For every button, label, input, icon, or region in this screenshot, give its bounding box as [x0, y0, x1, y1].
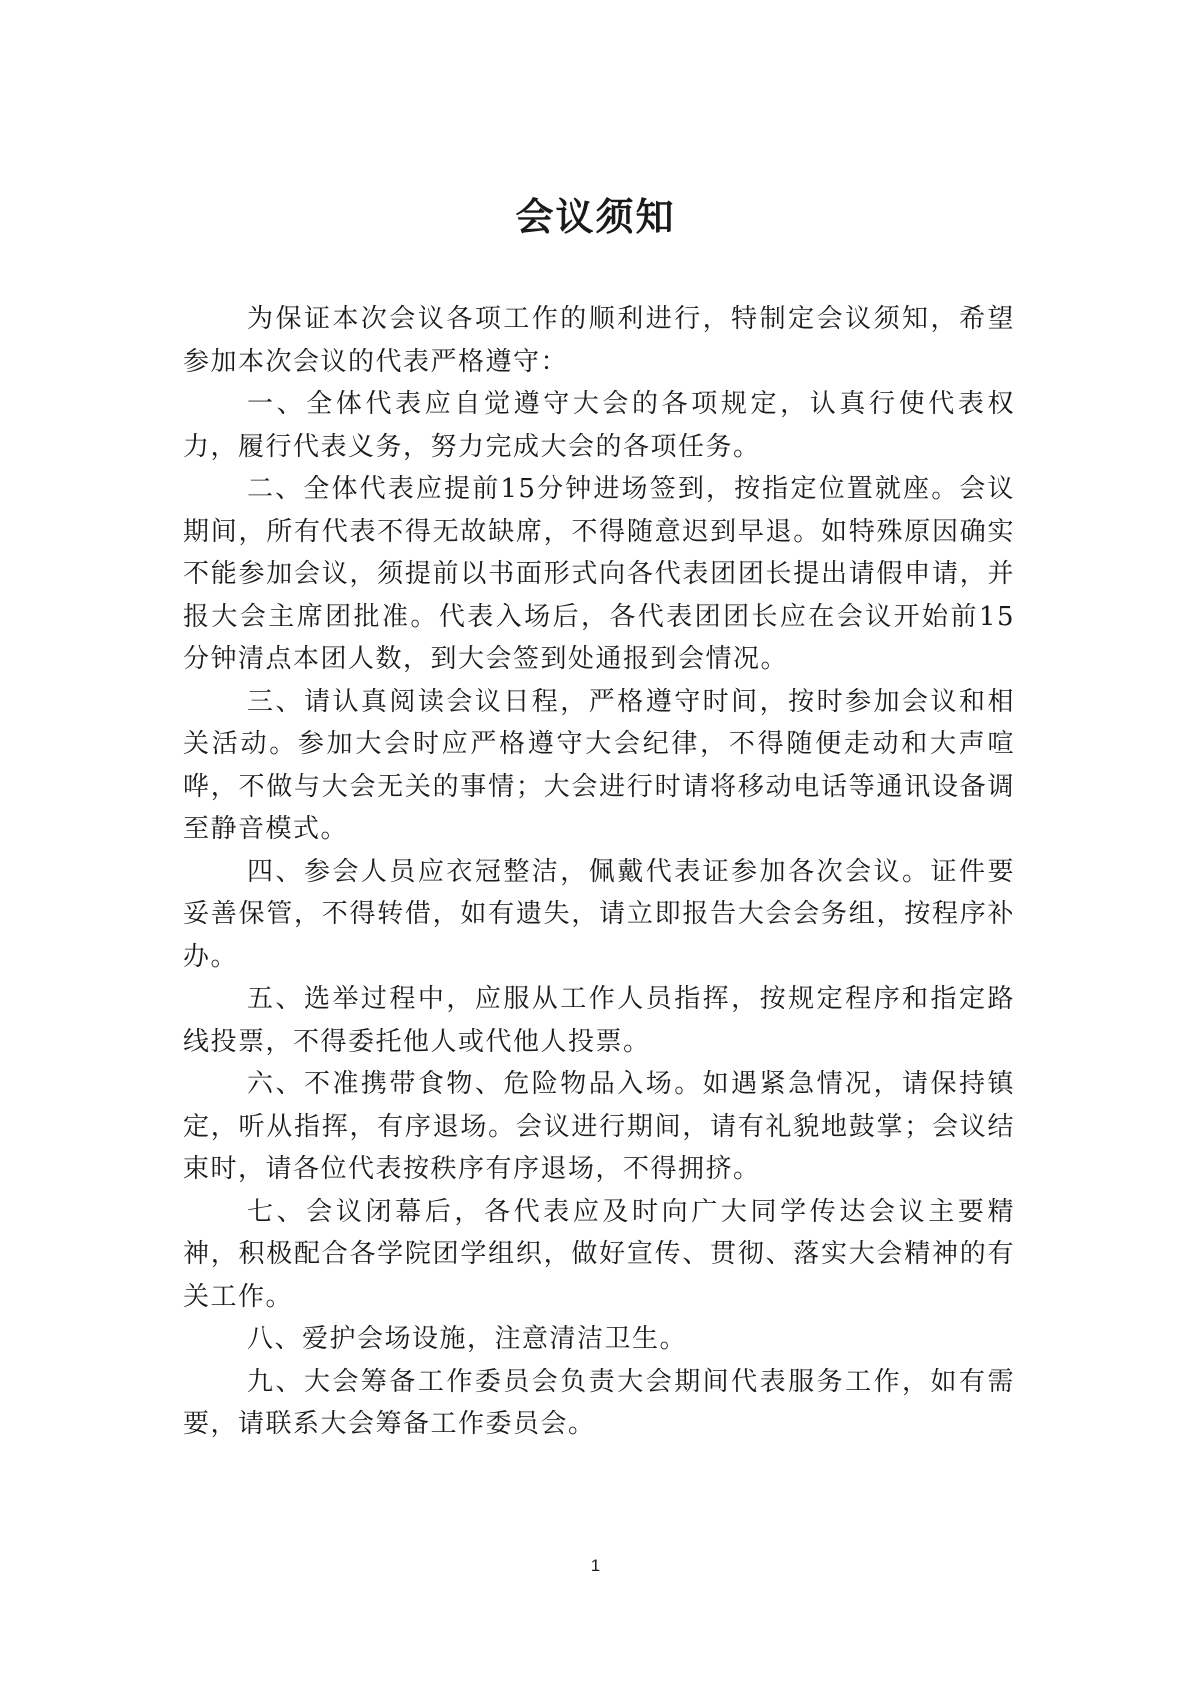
rule-paragraph-2: 二、全体代表应提前15分钟进场签到，按指定位置就座。会议期间，所有代表不得无故缺席，不得随意迟到早退。如特殊原因确实不能参加会议，须提前以书面形式向各代表团团长提出请假申请，并报大会主席团批准。代表入场后，各代表团团长应在会议开始前15分钟清点本团人数，到大会签到处通报到会情况。 — [183, 474, 1015, 674]
intro-paragraph: 为保证本次会议各项工作的顺利进行，特制定会议须知，希望参加本次会议的代表严格遵守： — [183, 304, 1015, 377]
rule-paragraph-9: 九、大会筹备工作委员会负责大会期间代表服务工作，如有需要，请联系大会筹备工作委员会。 — [183, 1366, 1015, 1439]
page-title: 会议须知 — [515, 195, 676, 239]
page-number: 1 — [590, 1556, 601, 1575]
document-body — [183, 298, 1015, 1446]
rule-paragraph-6: 六、不准携带食物、危险物品入场。如遇紧急情况，请保持镇定，听从指挥，有序退场。会议进行期间，请有礼貌地鼓掌；会议结束时，请各位代表按秩序有序退场，不得拥挤。 — [183, 1069, 1015, 1184]
rule-paragraph-7: 七、会议闭幕后，各代表应及时向广大同学传达会议主要精神，积极配合各学院团学组织，做好宣传、贯彻、落实大会精神的有关工作。 — [183, 1196, 1015, 1312]
rule-paragraph-4: 四、参会人员应衣冠整洁，佩戴代表证参加各次会议。证件要妥善保管，不得转借，如有遗失，请立即报告大会会务组，按程序补办。 — [183, 856, 1015, 972]
rule-paragraph-5: 五、选举过程中，应服从工作人员指挥，按规定程序和指定路线投票，不得委托他人或代他人投票。 — [183, 984, 1015, 1057]
rule-paragraph-8: 八、爱护会场设施，注意清洁卫生。 — [247, 1324, 688, 1354]
rule-paragraph-3: 三、请认真阅读会议日程，严格遵守时间，按时参加会议和相关活动。参加大会时应严格遵守大会纪律，不得随便走动和大声喧哗，不做与大会无关的事情；大会进行时请将移动电话等通讯设备调至静音模式。 — [183, 686, 1015, 844]
rule-paragraph-1: 一、全体代表应自觉遵守大会的各项规定，认真行使代表权力，履行代表义务，努力完成大会的各项任务。 — [183, 389, 1015, 462]
